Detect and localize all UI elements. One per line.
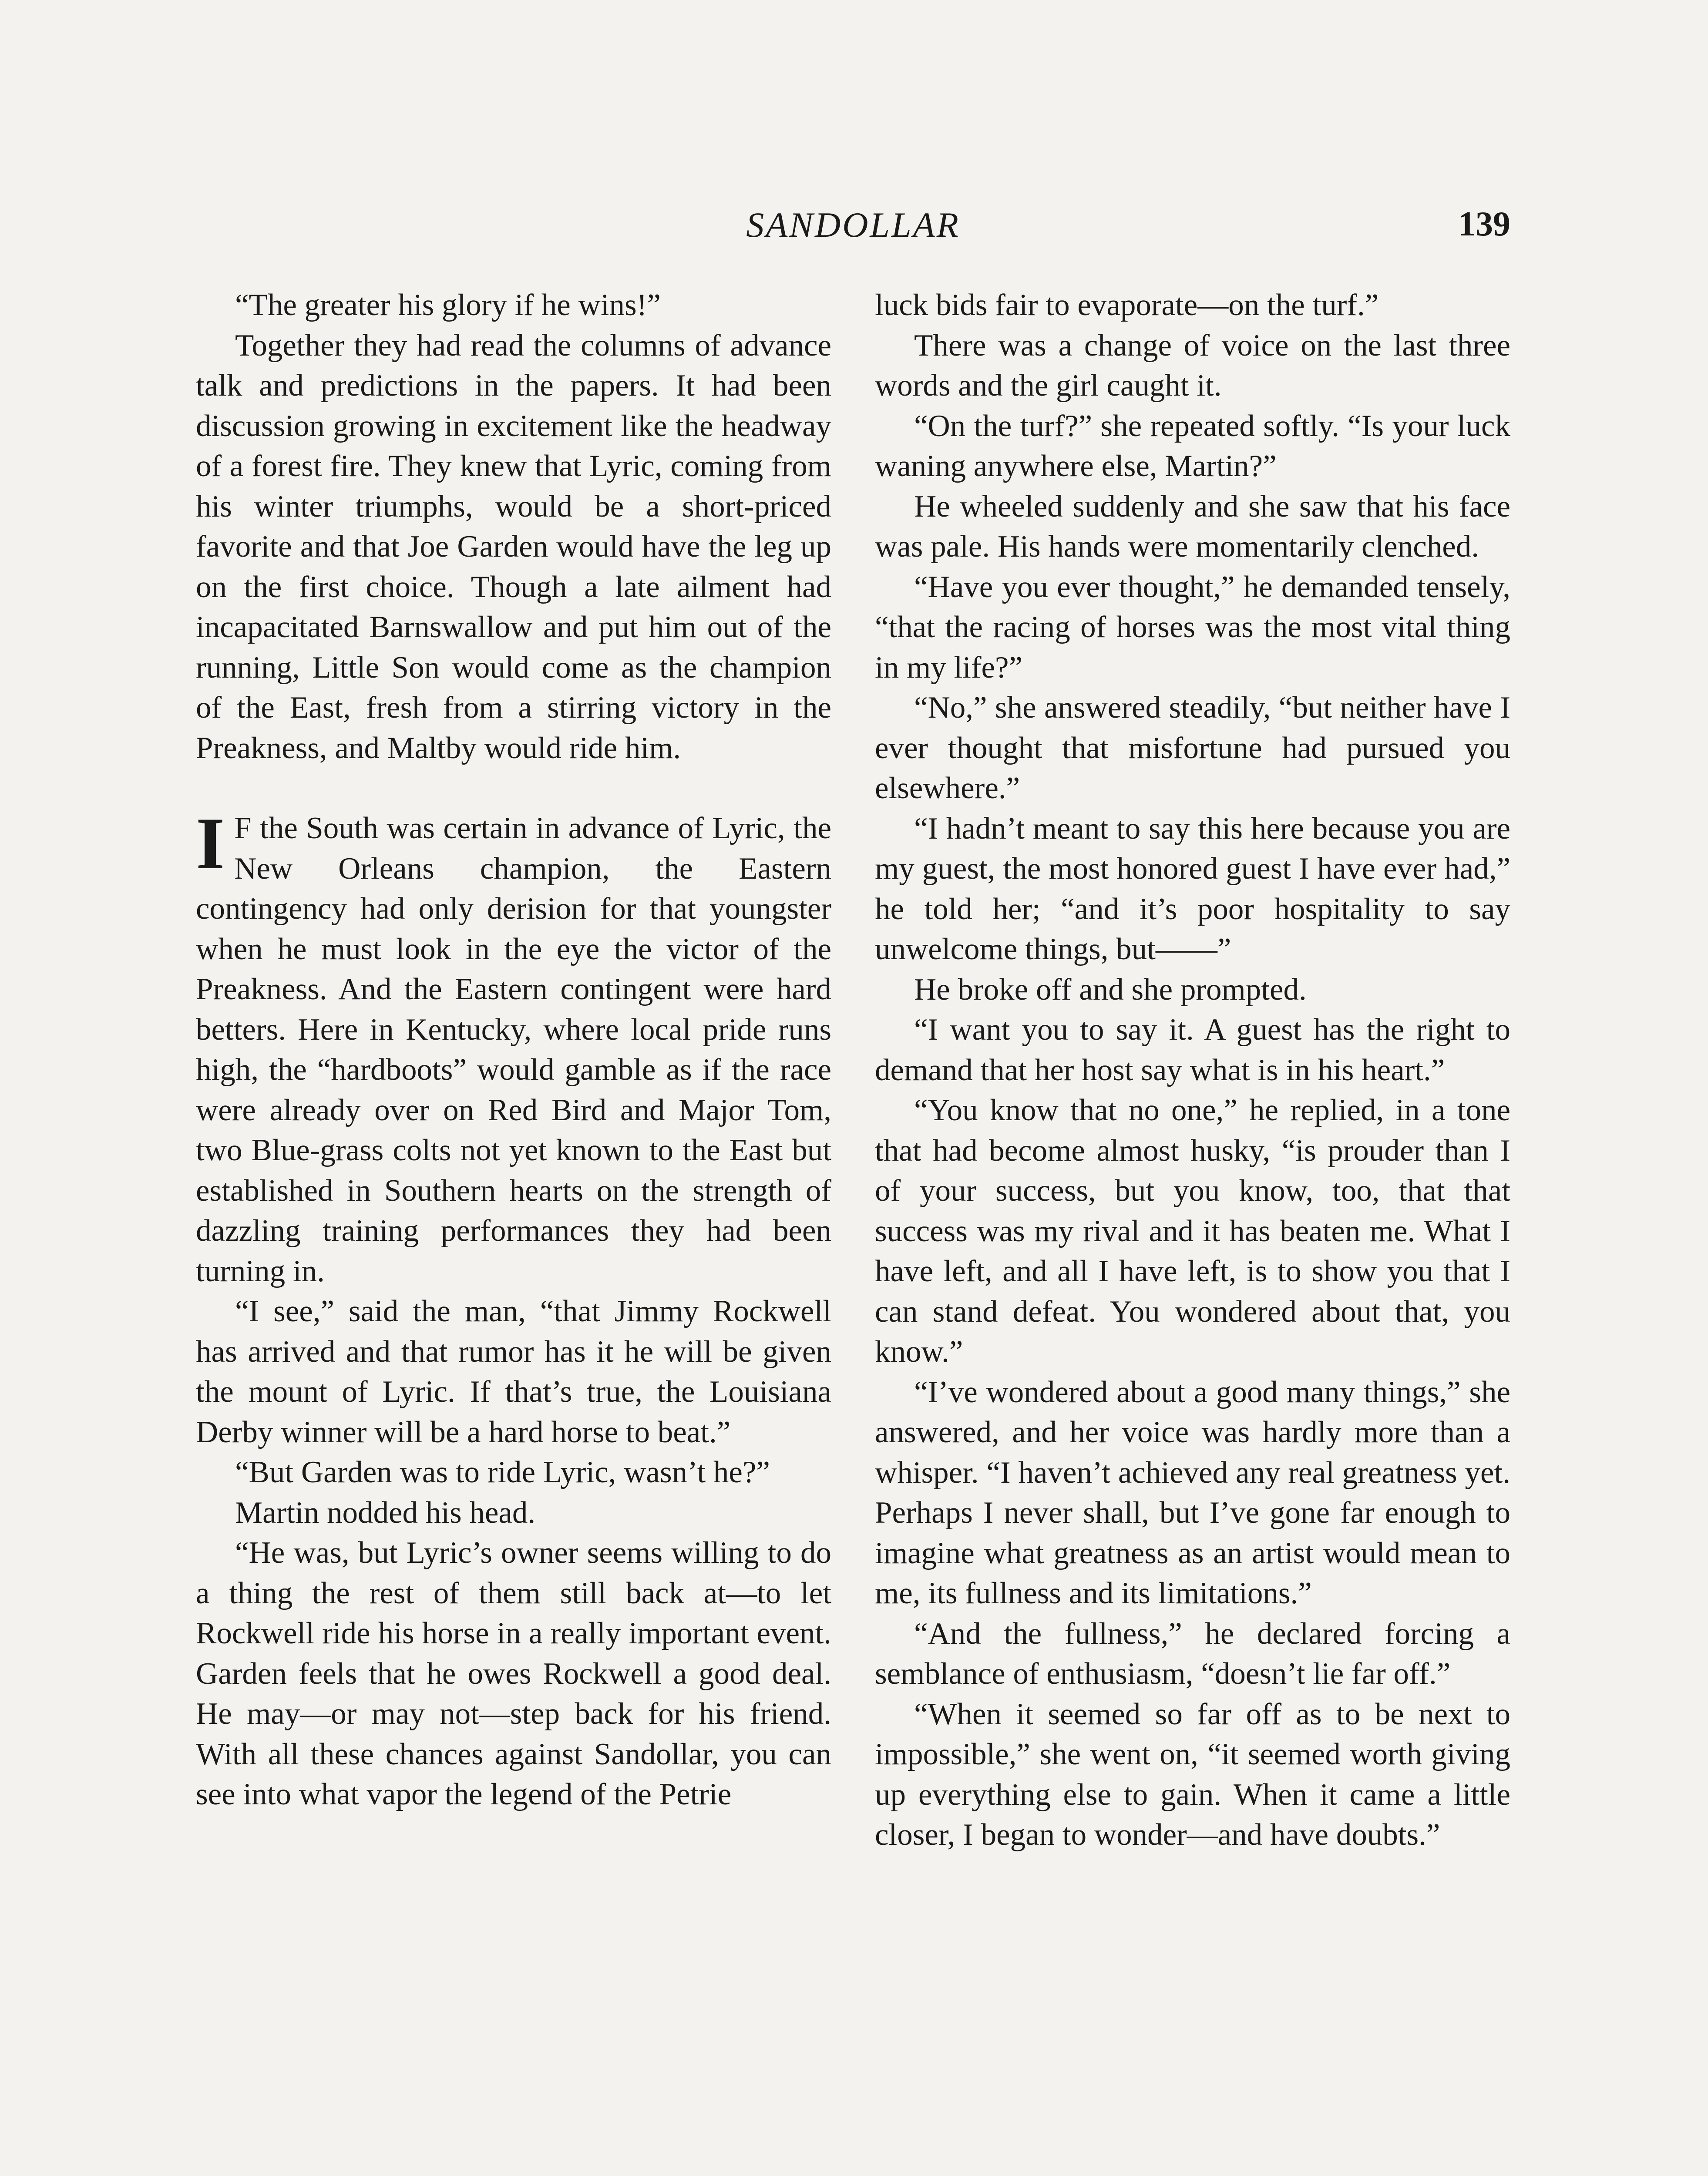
paragraph: There was a change of voice on the last three words and the girl caught it. [875,328,1510,403]
page-number: 139 [1458,205,1510,243]
paragraph: “No,” she answered steadily, “but neither have I ever thought that misfortune had pursued you elsewhere.” [875,691,1510,805]
paragraph: “I see,” said the man, “that Jimmy Rockwell has arrived and that rumor has it he will be given the mount of Lyric. If that’s true, the Louisiana Derby winner will be a hard horse to beat.” [196,1294,831,1449]
paragraph: “I hadn’t meant to say this here because you are my guest, the most honored guest I have ever had,” he told her; “and it’s poor hospitality to say unwelcome things, but——” [875,811,1510,966]
paragraph: “On the turf?” she repeated softly. “Is your luck waning anywhere else, Martin?” [875,409,1510,483]
drop-cap: I [196,803,225,884]
left-column [196,285,831,1815]
paragraph: “But Garden was to ride Lyric, wasn’t he?” [235,1455,770,1489]
paragraph: “I want you to say it. A guest has the right to demand that her host say what is in his heart.” [875,1013,1510,1087]
paragraph: “He was, but Lyric’s owner seems willing to do a thing the rest of them still back at—to let Rockwell ride his horse in a really important event. Garden feels that he owes Rockwell a good deal. He may—or may not—step back for his friend. With all these chances against Sandollar, you can see into what vapor the legend of the Petrie [196,1536,831,1811]
paragraph: He broke off and she prompted. [914,972,1307,1007]
paragraph: “I’ve wondered about a good many things,” she answered, and her voice was hardly more than a whisper. “I haven’t achieved any real greatness yet. Perhaps I never shall, but I’ve gone far enough to imagine what greatness as an artist would mean to me, its fullness and its limitations.” [875,1375,1510,1610]
page-header [196,205,1510,257]
paragraph: Together they had read the columns of advance talk and predictions in the papers. It had been discussion growing in excitement like the headway of a forest fire. They knew that Lyric, coming from his winter triumphs, would be a short-priced favorite and that Joe Garden would have the leg up on the first choice. Though a late ailment had incapacitated Barnswallow and put him out of the running, Little Son would come as the champion of the East, fresh from a stirring victory in the Preakness, and Maltby would ride him. [196,328,831,765]
paragraph-text: F the South was certain in advance of Lyric, the New Orleans champion, the Eastern contingency had only derision for that youngster when he must look in the eye the victor of the Preakness. And the Eastern contingent were hard betters. Here in Kentucky, where local pride runs high, the “hardboots” would gamble as if the race were already over on Red Bird and Major Tom, two Blue-grass colts not yet known to the East but established in Southern hearts on the strength of dazzling training performances they had been turning in. [196,811,831,1288]
section-paragraph [196,803,831,1291]
paragraph: “And the fullness,” he declared forcing a semblance of enthusiasm, “doesn’t lie far off.” [875,1616,1510,1691]
paragraph: He wheeled suddenly and she saw that his face was pale. His hands were momentarily clenched. [875,489,1510,564]
paragraph: “Have you ever thought,” he demanded tensely, “that the racing of horses was the most vital thing in my life?” [875,570,1510,685]
paragraph: “The greater his glory if he wins!” [235,288,661,322]
paragraph: Martin nodded his head. [235,1495,536,1530]
paragraph: luck bids fair to evaporate—on the turf.” [875,288,1379,322]
paragraph: “You know that no one,” he replied, in a tone that had become almost husky, “is prouder than I of your success, but you know, too, that that success was my rival and it has beaten me. What I have left, and all I have left, is to show you that I can stand defeat. You wondered about that, you know.” [875,1093,1510,1369]
paragraph: “When it seemed so far off as to be next to impossible,” she went on, “it seemed worth giving up everything else to gain. When it came a little closer, I began to wonder—and have doubts.” [875,1697,1510,1852]
running-title: SANDOLLAR [746,205,960,245]
right-column [875,285,1510,1855]
